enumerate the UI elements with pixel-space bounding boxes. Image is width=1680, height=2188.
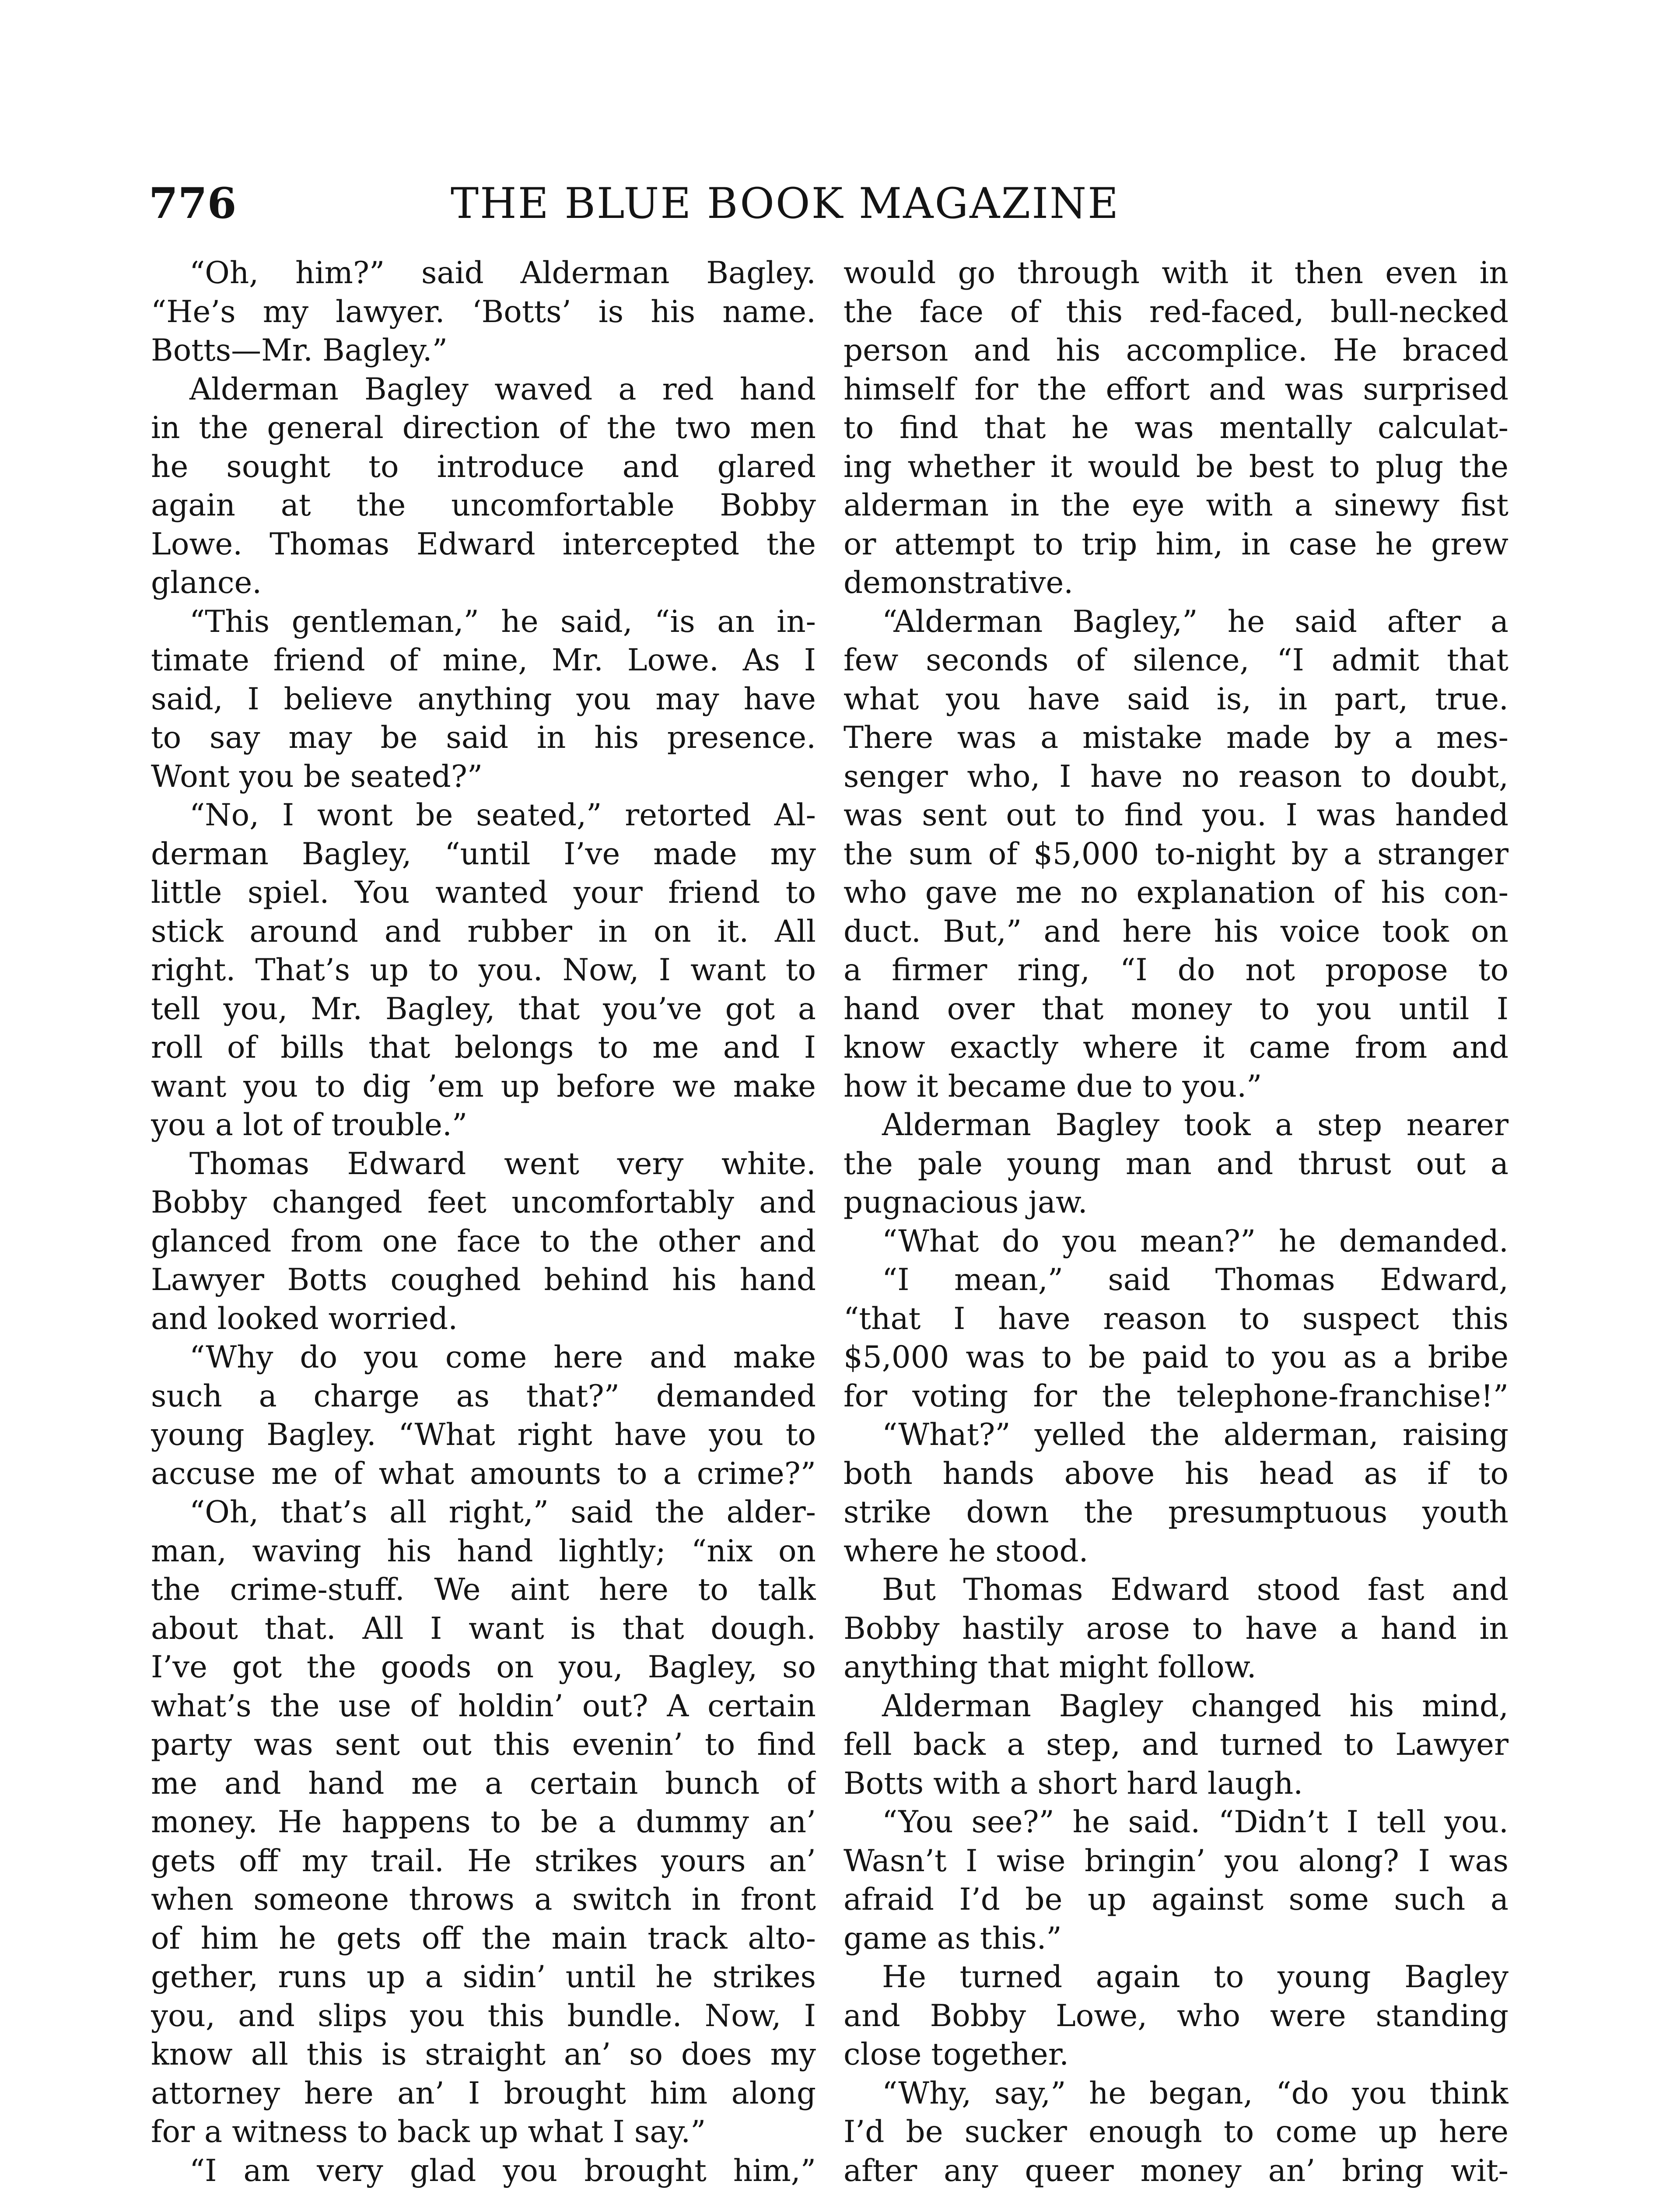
text-line: where he stood. <box>844 1533 1088 1569</box>
text-line: “I am very glad you brought him,” <box>189 2153 816 2188</box>
text-line: Bobby hastily arose to have a hand in <box>844 1611 1508 1646</box>
text-line: $5,000 was to be paid to you as a bribe <box>844 1340 1508 1375</box>
page-number: 776 <box>149 179 237 228</box>
text-line: gets off my trail. He strikes yours an’ <box>151 1843 816 1879</box>
text-line: He turned again to young Bagley <box>882 1960 1508 1995</box>
running-head: THE BLUE BOOK MAGAZINE <box>451 179 1120 228</box>
page-header <box>149 175 1199 241</box>
text-column-right <box>844 254 1508 2188</box>
text-line: I’d be sucker enough to come up here <box>844 2114 1508 2149</box>
text-line: for voting for the telephone-franchise!” <box>844 1378 1508 1414</box>
text-line: Thomas Edward went very white. <box>189 1146 816 1182</box>
text-line: after any queer money an’ bring wit- <box>844 2153 1508 2188</box>
text-line: and Bobby Lowe, who were standing <box>844 1998 1508 2034</box>
text-line: the sum of $5,000 to-night by a stranger <box>844 836 1508 872</box>
text-line: who gave me no explanation of his con- <box>844 875 1508 910</box>
text-line: me and hand me a certain bunch of <box>151 1766 816 1801</box>
text-line: a firmer ring, “I do not propose to <box>844 953 1508 988</box>
text-line: “that I have reason to suspect this <box>844 1301 1508 1336</box>
text-line: you a lot of trouble.” <box>151 1108 468 1143</box>
text-line: when someone throws a switch in front <box>151 1882 816 1917</box>
text-line: But Thomas Edward stood fast and <box>882 1572 1508 1607</box>
text-line: to say may be said in his presence. <box>151 720 816 755</box>
text-line: himself for the effort and was surprised <box>844 372 1508 407</box>
text-line: ing whether it would be best to plug the <box>844 449 1508 484</box>
text-line: alderman in the eye with a sinewy fist <box>844 488 1508 523</box>
text-line: would go through with it then even in <box>844 256 1508 291</box>
text-line: “I mean,” said Thomas Edward, <box>882 1262 1508 1297</box>
text-line: Lawyer Botts coughed behind his hand <box>151 1262 816 1297</box>
text-line: glanced from one face to the other and <box>151 1224 816 1259</box>
text-line: “Why do you come here and make <box>189 1340 816 1375</box>
text-line: pugnacious jaw. <box>844 1185 1088 1220</box>
text-line: know all this is straight an’ so does my <box>151 2037 816 2072</box>
text-line: “No, I wont be seated,” retorted Al- <box>189 798 816 833</box>
text-line: to find that he was mentally calculat- <box>844 410 1508 445</box>
text-line: person and his accomplice. He braced <box>844 333 1508 368</box>
text-line: demonstrative. <box>844 565 1074 600</box>
text-line: little spiel. You wanted your friend to <box>151 875 816 910</box>
text-line: attorney here an’ I brought him along <box>151 2076 816 2111</box>
text-line: both hands above his head as if to <box>844 1456 1508 1491</box>
text-line: There was a mistake made by a mes- <box>844 720 1508 755</box>
text-line: timate friend of mine, Mr. Lowe. As I <box>151 643 816 678</box>
text-line: “You see?” he said. “Didn’t I tell you. <box>882 1805 1508 1840</box>
text-line: Wasn’t I wise bringin’ you along? I was <box>844 1843 1508 1879</box>
text-line: money. He happens to be a dummy an’ <box>151 1805 816 1840</box>
text-line: “Alderman Bagley,” he said after a <box>882 604 1508 639</box>
text-line: young Bagley. “What right have you to <box>151 1417 816 1452</box>
text-line: duct. But,” and here his voice took on <box>844 914 1508 949</box>
text-line: roll of bills that belongs to me and I <box>151 1030 816 1065</box>
text-line: “What do you mean?” he demanded. <box>882 1224 1508 1259</box>
text-line: about that. All I want is that dough. <box>151 1611 816 1646</box>
text-line: the crime-stuff. We aint here to talk <box>151 1572 816 1607</box>
text-line: how it became due to you.” <box>844 1069 1262 1104</box>
text-line: hand over that money to you until I <box>844 991 1508 1027</box>
text-line: you, and slips you this bundle. Now, I <box>151 1998 816 2034</box>
text-line: stick around and rubber in on it. All <box>151 914 816 949</box>
text-line: Alderman Bagley changed his mind, <box>882 1688 1508 1724</box>
text-line: know exactly where it came from and <box>844 1030 1508 1065</box>
text-line: I’ve got the goods on you, Bagley, so <box>151 1650 816 1685</box>
text-line: Bobby changed feet uncomfortably and <box>151 1185 816 1220</box>
text-line: close together. <box>844 2037 1069 2072</box>
text-line: senger who, I have no reason to doubt, <box>844 759 1508 794</box>
text-line: “Why, say,” he began, “do you think <box>882 2076 1508 2111</box>
text-line: party was sent out this evenin’ to find <box>151 1727 816 1762</box>
text-line: anything that might follow. <box>844 1650 1256 1685</box>
text-line: “Oh, him?” said Alderman Bagley. <box>189 256 816 291</box>
text-line: derman Bagley, “until I’ve made my <box>151 836 816 872</box>
text-line: afraid I’d be up against some such a <box>844 1882 1508 1917</box>
text-line: for a witness to back up what I say.” <box>151 2114 706 2149</box>
text-line: “He’s my lawyer. ‘Botts’ is his name. <box>151 294 816 330</box>
text-line: such a charge as that?” demanded <box>151 1378 816 1414</box>
text-line: the face of this red-faced, bull-necked <box>844 294 1508 330</box>
text-line: Wont you be seated?” <box>151 759 483 794</box>
text-line: want you to dig ’em up before we make <box>151 1069 816 1104</box>
text-line: game as this.” <box>844 1921 1062 1956</box>
text-line: again at the uncomfortable Bobby <box>151 488 816 523</box>
text-line: Botts—Mr. Bagley.” <box>151 333 448 368</box>
text-line: was sent out to find you. I was handed <box>844 798 1508 833</box>
text-line: “This gentleman,” he said, “is an in- <box>189 604 816 639</box>
text-line: strike down the presumptuous youth <box>844 1495 1508 1530</box>
text-line: fell back a step, and turned to Lawyer <box>844 1727 1508 1762</box>
text-line: Alderman Bagley took a step nearer <box>882 1108 1508 1143</box>
text-line: the pale young man and thrust out a <box>844 1146 1508 1182</box>
text-line: man, waving his hand lightly; “nix on <box>151 1533 816 1569</box>
text-line: or attempt to trip him, in case he grew <box>844 526 1508 562</box>
text-line: tell you, Mr. Bagley, that you’ve got a <box>151 991 816 1027</box>
text-line: of him he gets off the main track alto- <box>151 1921 816 1956</box>
text-line: accuse me of what amounts to a crime?” <box>151 1456 816 1491</box>
text-line: right. That’s up to you. Now, I want to <box>151 953 816 988</box>
text-line: and looked worried. <box>151 1301 458 1336</box>
text-line: Botts with a short hard laugh. <box>844 1766 1303 1801</box>
text-line: what’s the use of holdin’ out? A certain <box>151 1688 816 1724</box>
text-line: glance. <box>151 565 262 600</box>
text-line: gether, runs up a sidin’ until he strikes <box>151 1960 816 1995</box>
text-line: “Oh, that’s all right,” said the alder- <box>189 1495 816 1530</box>
text-line: said, I believe anything you may have <box>151 681 816 717</box>
text-column-left <box>151 254 816 2188</box>
text-line: Lowe. Thomas Edward intercepted the <box>151 526 816 562</box>
text-line: what you have said is, in part, true. <box>844 681 1508 717</box>
text-line: few seconds of silence, “I admit that <box>844 643 1508 678</box>
text-line: “What?” yelled the alderman, raising <box>882 1417 1508 1452</box>
text-line: he sought to introduce and glared <box>151 449 816 484</box>
text-line: in the general direction of the two men <box>151 410 816 445</box>
text-line: Alderman Bagley waved a red hand <box>189 372 816 407</box>
